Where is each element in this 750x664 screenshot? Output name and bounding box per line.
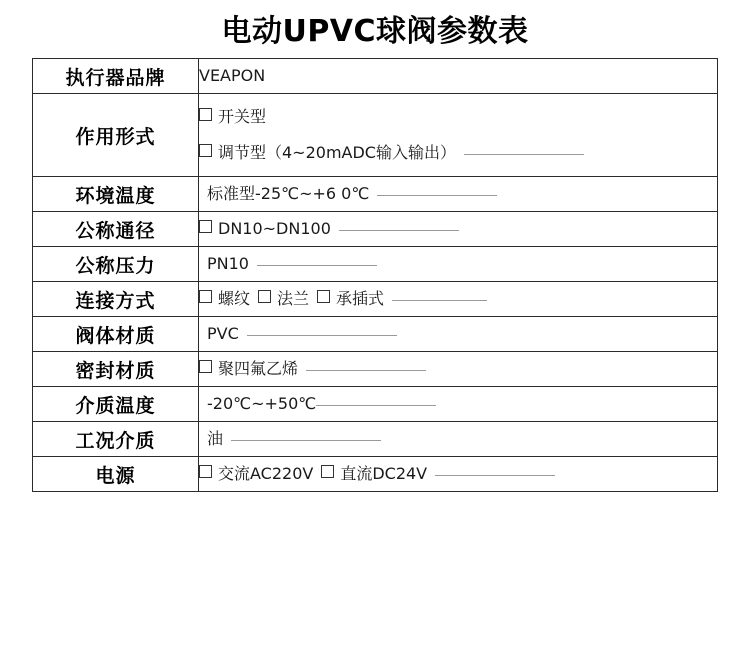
- table-row: [33, 422, 718, 457]
- value-line: [199, 247, 717, 281]
- fill-in-rule: [306, 370, 426, 371]
- checkbox-icon[interactable]: [199, 465, 212, 478]
- row-value: [199, 177, 718, 212]
- value-text: 开关型: [218, 107, 267, 126]
- row-label: 介质温度: [33, 387, 199, 422]
- value-line: [199, 317, 717, 351]
- table-row: [33, 387, 718, 422]
- row-label: 环境温度: [33, 177, 199, 212]
- value-text: PN10: [207, 254, 249, 273]
- fill-in-rule: [257, 265, 377, 266]
- row-label: 作用形式: [33, 94, 199, 177]
- row-label: 工况介质: [33, 422, 199, 457]
- table-row: [33, 352, 718, 387]
- value-text: 聚四氟乙烯: [218, 359, 299, 378]
- table-row: [33, 177, 718, 212]
- spec-table-body: [33, 59, 718, 492]
- fill-in-rule: [231, 440, 381, 441]
- row-label: 公称压力: [33, 247, 199, 282]
- spec-table: [32, 58, 718, 492]
- value-line: [199, 212, 717, 246]
- row-label: 连接方式: [33, 282, 199, 317]
- value-text: -20℃~+50℃: [207, 394, 317, 413]
- value-line: [199, 422, 717, 456]
- fill-in-rule: [339, 230, 459, 231]
- value-line: [199, 136, 717, 170]
- table-row: [33, 457, 718, 492]
- fill-in-rule: [247, 335, 397, 336]
- row-value: [199, 352, 718, 387]
- fill-in-rule: [435, 475, 555, 476]
- value-line: [199, 387, 717, 421]
- table-row: [33, 59, 718, 94]
- row-value: [199, 282, 718, 317]
- value-line: [199, 59, 717, 93]
- row-label: 电源: [33, 457, 199, 492]
- value-text: 标准型-25℃~+6 0℃: [207, 184, 370, 203]
- checkbox-icon[interactable]: [199, 144, 212, 157]
- page-title: 电动UPVC球阀参数表: [221, 14, 529, 49]
- row-label: 密封材质: [33, 352, 199, 387]
- checkbox-icon[interactable]: [199, 108, 212, 121]
- value-line: [199, 100, 717, 134]
- value-text: 调节型（4~20mADC输入输出）: [218, 143, 456, 162]
- value-text: DN10~DN100: [218, 219, 331, 238]
- fill-in-rule: [316, 405, 436, 406]
- row-value: [199, 317, 718, 352]
- table-row: [33, 212, 718, 247]
- checkbox-icon[interactable]: [317, 290, 330, 303]
- value-line: [199, 352, 717, 386]
- value-text: 螺纹: [218, 289, 251, 308]
- checkbox-icon[interactable]: [199, 290, 212, 303]
- fill-in-rule: [377, 195, 497, 196]
- row-value: [199, 422, 718, 457]
- row-value: [199, 212, 718, 247]
- value-text: 承插式: [336, 289, 385, 308]
- row-value: [199, 387, 718, 422]
- value-text: 油: [207, 429, 224, 448]
- row-label: 阀体材质: [33, 317, 199, 352]
- fill-in-rule: [464, 154, 584, 155]
- checkbox-icon[interactable]: [199, 360, 212, 373]
- value-line: [199, 177, 717, 211]
- table-row: [33, 94, 718, 177]
- value-text: VEAPON: [199, 66, 266, 85]
- checkbox-icon[interactable]: [258, 290, 271, 303]
- value-line: [199, 457, 717, 491]
- checkbox-icon[interactable]: [199, 220, 212, 233]
- row-label: 公称通径: [33, 212, 199, 247]
- table-row: [33, 282, 718, 317]
- row-label: 执行器品牌: [33, 59, 199, 94]
- row-value: [199, 457, 718, 492]
- value-line: [199, 282, 717, 316]
- value-text: 交流AC220V: [218, 464, 314, 483]
- spec-table-container: [0, 58, 750, 492]
- row-value: [199, 94, 718, 177]
- table-row: [33, 247, 718, 282]
- table-row: [33, 317, 718, 352]
- fill-in-rule: [392, 300, 487, 301]
- row-value: [199, 247, 718, 282]
- value-text: 法兰: [277, 289, 310, 308]
- row-value: [199, 59, 718, 94]
- value-text: PVC: [207, 324, 239, 343]
- value-text: 直流DC24V: [340, 464, 428, 483]
- checkbox-icon[interactable]: [321, 465, 334, 478]
